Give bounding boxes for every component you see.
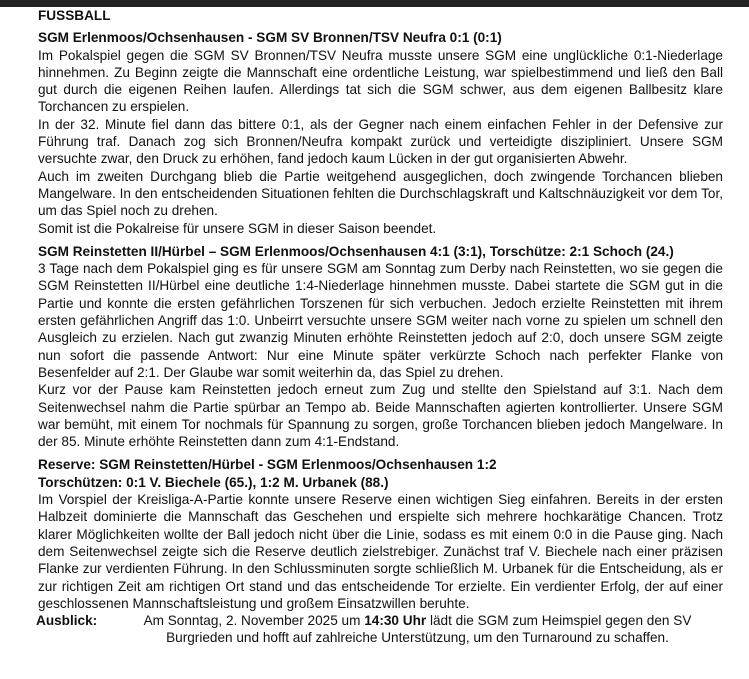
article-pokalspiel (38, 29, 723, 237)
section-title: FUSSBALL (38, 8, 111, 23)
outlook-text (112, 612, 723, 647)
article-paragraph: In der 32. Minute fiel dann das bittere 0:1, als der Gegner nach einem einfachen Fehler in der Defensive zur Führung traf. Danach zog sich Bronnen/Neufra kompakt zurück und verteidigte diszipliniert. Unsere SGM versuchte zwar, den Druck zu erhöhen, fand jedoch kaum Lücken in der gut organisierten Abwehr. (38, 116, 723, 167)
article-paragraph: Kurz vor der Pause kam Reinstetten jedoch erneut zum Zug und stellte den Spielstand auf 3:1. Nach dem Seitenwechsel nahm die Partie spürbar an Tempo ab. Beide Mannschaften agierten kontrollierter. Unsere SGM war bemüht, mit einem Tor nochmals für Spannung zu sorgen, große Torchancen blieben jedoch Mangelware. In der 85. Minute erhöhte Reinstetten dann zum 4:1-Endstand. (38, 382, 723, 450)
article-headline: SGM Reinstetten II/Hürbel – SGM Erlenmoos/Ochsenhausen 4:1 (3:1), Torschütze: 2:1 Schoch (24.) (38, 243, 674, 259)
article-paragraph: Auch im zweiten Durchgang blieb die Partie weitgehend ausgeglichen, doch zwingende Torchancen blieben Mangelware. In den entscheidenden Situationen fehlten die Durchschlagskraft und Kaltschnäuzigkeit vor dem Tor, um das Spiel noch zu drehen. (38, 168, 723, 219)
article-derby (38, 243, 723, 451)
outlook-text-before: Am Sonntag, 2. November 2025 um (143, 613, 365, 629)
outlook-time: 14:30 Uhr (364, 613, 427, 629)
article-headline: SGM Erlenmoos/Ochsenhausen - SGM SV Bronnen/TSV Neufra 0:1 (0:1) (38, 30, 502, 46)
article-paragraph: Im Vorspiel der Kreisliga-A-Partie konnte unsere Reserve einen wichtigen Sieg einfahren. Bereits in der ersten Halbzeit dominierte die Mannschaft das Geschehen und erspielte sich mehrere hochkarätige Chancen. Trotz klarer Möglichkeiten wollte der Ball jedoch nicht über die Linie, sodass es mit einem 0:0 in die Pause ging. Nach dem Seitenwechsel zeigte sich die Reserve deutlich zielstrebiger. Zunächst traf V. Biechele nach einer präzisen Flanke zur verdienten Führung. In den Schlussminuten sorgte schließlich M. Urbanek für die Entscheidung, als er zur richtigen Zeit am richtigen Ort stand und das entscheidende Tor erzielte. Ein verdienter Erfolg, der auf einer geschlossenen Mannschaftsleistung und großem Einsatzwillen beruhte. (38, 492, 723, 611)
article-reserve (38, 456, 723, 612)
document-body (38, 7, 723, 647)
article-paragraph: 3 Tage nach dem Pokalspiel ging es für unsere SGM am Sonntag zum Derby nach Reinstetten, wo sie gegen die SGM Reinstetten II/Hürbel eine deutliche 1:4-Niederlage hinnehmen musste. Dabei startete die SGM gut in die Partie und konnte die ersten gefährlichen Torszenen für sich verbuchen. Jedoch erzielte Reinstetten mit ihrem ersten gefährlichen Angriff das 1:0. Unbeirrt versuchte unsere SGM weiter nach vorne zu spielen um schnell den Ausgleich zu erzielen. Nach gut zwanzig Minuten erhöhte Reinstetten jedoch auf 2:0, doch unsere SGM zeigte nun sofort die passende Antwort: Nur eine Minute später verkürzte Schoch nach perfekter Flanke von Besenfelder auf 2:1. Der Glaube war somit weiterhin da, das Spiel zu drehen. (38, 261, 723, 380)
article-paragraph: Im Pokalspiel gegen die SGM SV Bronnen/TSV Neufra musste unsere SGM eine unglückliche 0:1-Niederlage hinnehmen. Zu Beginn zeigte die Mannschaft eine ordentliche Leistung, war spielbestimmend und ließ den Ball gut durch die eigenen Reihen laufen. Allerdings tat sich die SGM schwer, aus dem eigenen Ballbesitz klare Torchancen zu erspielen. (38, 47, 723, 115)
article-headline: Reserve: SGM Reinstetten/Hürbel - SGM Erlenmoos/Ochsenhausen 1:2 (38, 457, 497, 473)
outlook-label: Ausblick: (36, 613, 98, 629)
article-paragraph: Somit ist die Pokalreise für unsere SGM in dieser Saison beendet. (38, 220, 437, 236)
outlook-text-after: lädt die SGM zum Heimspiel gegen den SV Burgrieden und hofft auf zahlreiche Unterstützung, um den Turnaround zu schaffen. (166, 613, 692, 646)
article-subheadline: Torschützen: 0:1 V. Biechele (65.), 1:2 M. Urbanek (88.) (38, 474, 389, 490)
top-border (0, 0, 749, 7)
outlook (36, 612, 723, 647)
